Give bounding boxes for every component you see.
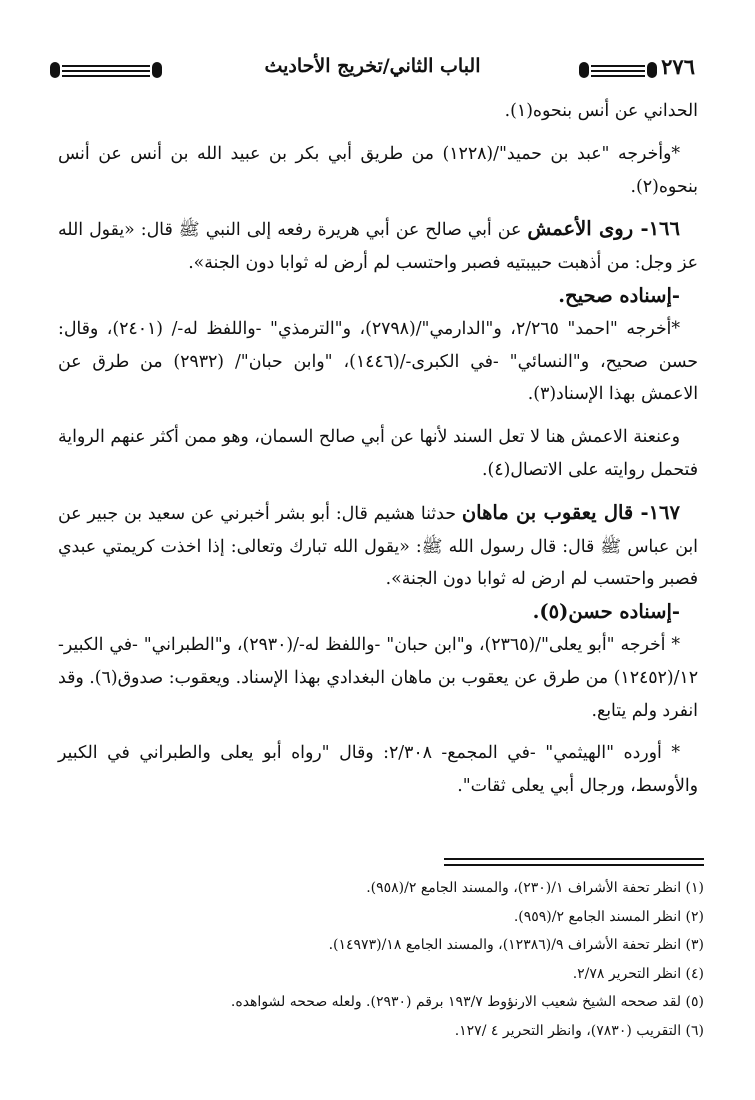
footnotes: [58, 874, 704, 1045]
footnote: (٣) انظر تحفة الأشراف ٩/(١٢٣٨٦)، والمسند الجامع ١٨/(١٤٩٧٣).: [328, 937, 704, 953]
header-ornament-right: [579, 60, 657, 80]
footnote-divider: [444, 858, 704, 870]
paragraph: *أخرجه "احمد" ٢/٢٦٥، و"الدارمي"/(٢٧٩٨)، و"الترمذي" -واللفظ له-/ (٢٤٠١)، وقال: حسن صحيح، و"النسائي" -في الكبرى-/(١٤٤٦)، "وابن حبان"/ (٢٩٣٢) من طرق عن الاعمش بهذا الإسناد(٣).: [58, 318, 698, 405]
footnote: (١) انظر تحفة الأشراف ١/(٢٣٠)، والمسند الجامع ٢/(٩٥٨).: [366, 880, 704, 896]
paragraph: * أخرجه "أبو يعلى"/(٢٣٦٥)، و"ابن حبان" -واللفظ له-/(٢٩٣٠)، و"الطبراني" -في الكبير- ١٢/(١٢٤٥٢) من طرق عن يعقوب بن ماهان البغدادي بهذا الإسناد. ويعقوب: صدوق(٦). وقد انفرد ولم يتابع.: [58, 634, 698, 721]
isnad-grade-166: -إسناده صحيح.: [558, 283, 680, 307]
page-number: ٢٧٦: [661, 54, 695, 79]
main-text: [58, 95, 698, 803]
header-ornament-left: [50, 60, 162, 80]
paragraph: *وأخرجه "عبد بن حميد"/(١٢٢٨) من طريق أبي بكر بن عبيد الله بن أنس عن أنس بنحوه(٢).: [58, 143, 698, 197]
hadith-166: [58, 213, 698, 280]
chapter-title: الباب الثاني/تخريج الأحاديث: [264, 55, 481, 77]
hadith-166-text: عن أبي صالح عن أبي هريرة رفعه إلى النبي ﷺ قال: «يقول الله عز وجل: من أذهبت حبيبتيه فصبر واحتسب لم أرض له ثوابا دون الجنة».: [58, 220, 698, 274]
hadith-167-text: حدثنا هشيم قال: أبو بشر أخبرني عن سعيد بن جبير عن ابن عباس ﷺ قال: قال رسول الله ﷺ: «يقول الله تبارك وتعالى: إذا اخذت كريمتي عبدي فصبر واحتسب لم ارض له ثوابا دون الجنة».: [58, 503, 698, 590]
footnote: (٦) التقريب (٧٨٣٠)، وانظر التحرير ٤ /١٢٧.: [454, 1022, 704, 1039]
hadith-167: [58, 497, 698, 596]
isnad-grade-167: -إسناده حسن(٥).: [532, 600, 680, 624]
hadith-166-heading: ١٦٦- روى الأعمش: [527, 217, 680, 241]
paragraph: الحداني عن أنس بنحوه(١).: [504, 101, 698, 121]
footnote: (٥) لقد صححه الشيخ شعيب الارنؤوط ١٩٣/٧ برقم (٢٩٣٠). ولعله صححه لشواهده.: [230, 994, 704, 1010]
paragraph: وعنعنة الاعمش هنا لا تعل السند لأنها عن أبي صالح السمان، وهو ممن أكثر عنهم الرواية فتحمل روايته على الاتصال(٤).: [58, 427, 698, 480]
footnote: (٤) انظر التحرير ٢/٧٨.: [572, 965, 704, 982]
hadith-167-heading: ١٦٧- قال يعقوب بن ماهان: [461, 500, 680, 524]
paragraph: * أورده "الهيثمي" -في المجمع- ٢/٣٠٨: وقال "رواه أبو يعلى والطبراني في الكبير والأوسط، ورجال أبي يعلى ثقات".: [58, 743, 698, 797]
footnote: (٢) انظر المسند الجامع ٢/(٩٥٩).: [513, 908, 704, 925]
page-header: [50, 52, 695, 92]
